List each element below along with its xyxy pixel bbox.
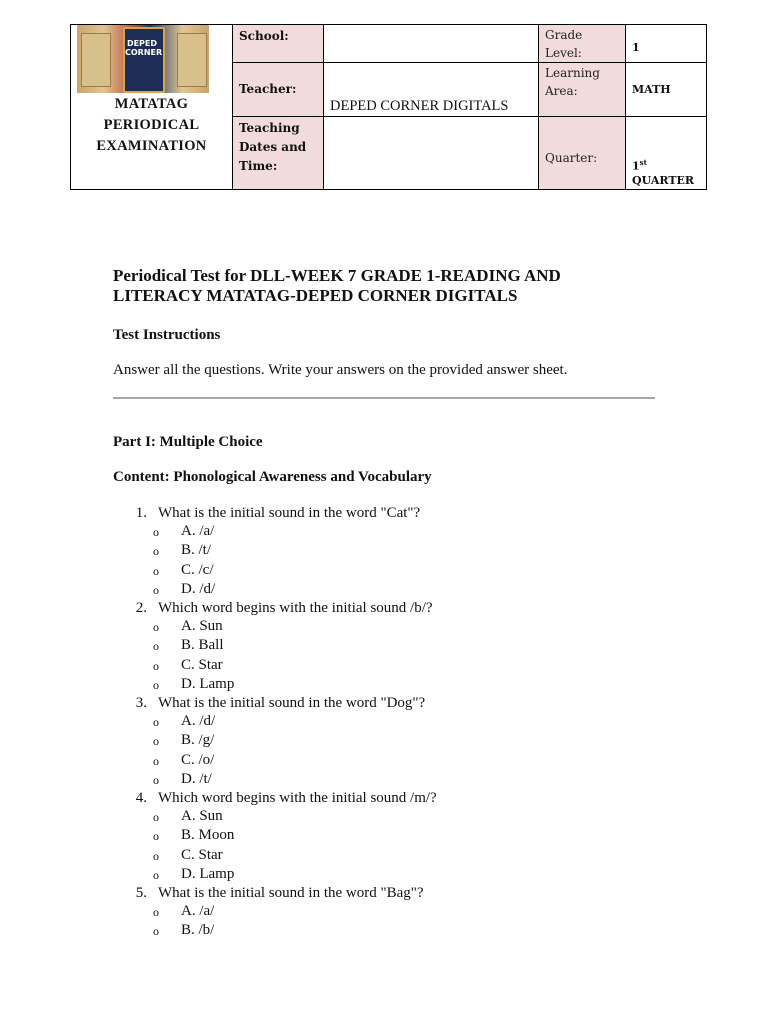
question-item [113, 694, 658, 789]
question-row [113, 789, 658, 807]
option-text: B. Moon [181, 827, 235, 844]
option-text: A. /a/ [181, 523, 215, 540]
question-item [113, 504, 658, 599]
area-label: Learning Area: [545, 66, 600, 98]
exam-title: MATATAG PERIODICAL EXAMINATION [96, 96, 207, 154]
question-list [113, 504, 658, 941]
grade-value: 1 [632, 41, 640, 54]
bullet-icon: o [153, 715, 159, 730]
answer-option[interactable] [113, 561, 658, 580]
grade-label: Grade Level: [545, 28, 583, 60]
answer-option[interactable] [113, 617, 658, 636]
teacher-label: Teacher: [239, 82, 297, 96]
answer-option[interactable] [113, 846, 658, 865]
answer-option[interactable] [113, 656, 658, 675]
question-row [113, 599, 658, 617]
answer-option[interactable] [113, 902, 658, 921]
dates-value-cell[interactable] [324, 117, 539, 190]
logo-cell [71, 25, 233, 190]
question-number: 4. [135, 790, 147, 807]
question-text: What is the initial sound in the word "Bag"? [158, 885, 424, 902]
question-item [113, 884, 658, 941]
area-value: MATH [632, 83, 671, 96]
bullet-icon: o [153, 677, 159, 692]
quarter-value: 1st QUARTER [632, 158, 695, 187]
answer-option[interactable] [113, 522, 658, 541]
quarter-label: Quarter: [545, 151, 598, 165]
option-text: B. /b/ [181, 922, 215, 939]
teacher-value: DEPED CORNER DIGITALS [330, 98, 509, 114]
answer-option[interactable] [113, 751, 658, 770]
answer-option[interactable] [113, 541, 658, 560]
instructions-text: Answer all the questions. Write your answers on the provided answer sheet. [113, 362, 568, 378]
bullet-icon: o [153, 525, 159, 540]
bullet-icon: o [153, 639, 159, 654]
bullet-icon: o [153, 620, 159, 635]
school-label-cell [233, 25, 324, 63]
answer-option[interactable] [113, 770, 658, 789]
bullet-icon: o [153, 582, 159, 597]
option-text: D. Lamp [181, 865, 235, 882]
logo-text: DEPED CORNER [125, 39, 163, 57]
bullet-icon: o [153, 658, 159, 673]
question-number: 2. [135, 600, 147, 617]
answer-option[interactable] [113, 712, 658, 731]
answer-option[interactable] [113, 865, 658, 884]
question-item [113, 789, 658, 884]
option-text: A. /d/ [181, 713, 216, 730]
question-number: 1. [135, 505, 147, 521]
document-title: Periodical Test for DLL-WEEK 7 GRADE 1-READING AND LITERACY MATATAG-DEPED CORNER DIGITALS [113, 266, 561, 305]
option-list [113, 617, 658, 694]
option-text: A. Sun [181, 618, 223, 635]
bullet-icon: o [153, 810, 159, 825]
bullet-icon: o [153, 563, 159, 578]
option-list [113, 807, 658, 884]
bullet-icon: o [153, 734, 159, 749]
option-text: D. /t/ [181, 770, 212, 787]
option-list [113, 522, 658, 599]
teacher-label-cell [233, 63, 324, 117]
question-row [113, 504, 658, 522]
dates-label: Teaching Dates and Time: [239, 121, 307, 173]
question-number: 5. [135, 885, 147, 902]
option-text: C. Star [181, 656, 223, 673]
dates-label-cell [233, 117, 324, 190]
bullet-icon: o [153, 772, 159, 787]
bullet-icon: o [153, 753, 159, 768]
answer-option[interactable] [113, 675, 658, 694]
instructions-heading: Test Instructions [113, 327, 221, 343]
answer-option[interactable] [113, 921, 658, 940]
deped-corner-logo [77, 25, 209, 93]
part-heading: Part I: Multiple Choice [113, 434, 263, 450]
grade-label-cell [539, 25, 626, 63]
question-item [113, 599, 658, 694]
question-row [113, 694, 658, 712]
question-row [113, 884, 658, 902]
option-text: C. /c/ [181, 561, 214, 578]
teacher-value-cell [324, 63, 539, 117]
answer-option[interactable] [113, 826, 658, 845]
school-label: School: [239, 29, 289, 43]
grade-value-cell [626, 25, 707, 63]
question-text: What is the initial sound in the word "Dog"? [158, 695, 426, 712]
content-heading: Content: Phonological Awareness and Vocabulary [113, 469, 432, 485]
option-text: B. Ball [181, 637, 224, 654]
bullet-icon: o [153, 848, 159, 863]
bullet-icon: o [153, 544, 159, 559]
quarter-value-cell [626, 117, 707, 190]
question-number: 3. [135, 695, 147, 712]
option-list [113, 712, 658, 789]
bullet-icon: o [153, 867, 159, 882]
horizontal-divider [113, 397, 655, 399]
option-list [113, 902, 658, 940]
option-text: C. /o/ [181, 751, 215, 768]
quarter-label-cell [539, 117, 626, 190]
option-text: A. /a/ [181, 903, 215, 920]
option-text: A. Sun [181, 808, 223, 825]
option-text: B. /g/ [181, 732, 215, 749]
answer-option[interactable] [113, 731, 658, 750]
area-value-cell [626, 63, 707, 117]
header-table [70, 24, 707, 190]
school-value-cell[interactable] [324, 25, 539, 63]
option-text: C. Star [181, 846, 223, 863]
bullet-icon: o [153, 829, 159, 844]
answer-option[interactable] [113, 636, 658, 655]
answer-option[interactable] [113, 807, 658, 826]
bullet-icon: o [153, 905, 159, 920]
question-text: Which word begins with the initial sound /m/? [158, 790, 437, 807]
question-text: What is the initial sound in the word "Cat"? [158, 505, 421, 521]
option-text: D. Lamp [181, 675, 235, 692]
option-text: D. /d/ [181, 580, 216, 597]
answer-option[interactable] [113, 580, 658, 599]
question-text: Which word begins with the initial sound /b/? [158, 600, 433, 617]
bullet-icon: o [153, 924, 159, 939]
document-body [113, 266, 658, 941]
option-text: B. /t/ [181, 542, 212, 559]
area-label-cell [539, 63, 626, 117]
